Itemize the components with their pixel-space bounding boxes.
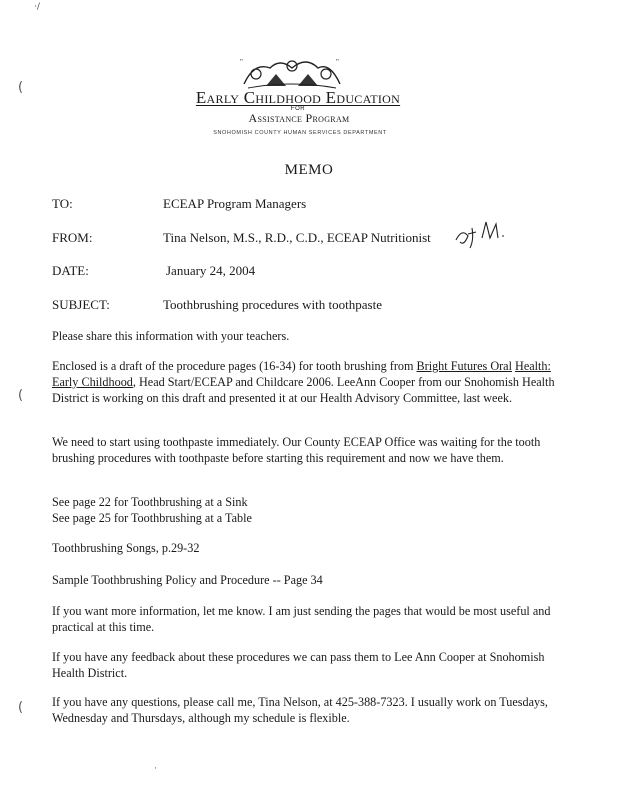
songs-ref: Toothbrushing Songs, p.29-32 (52, 541, 200, 555)
scan-mark: · (154, 764, 157, 774)
org-title: Early Childhood Education (195, 88, 401, 107)
svg-text:": " (240, 58, 243, 66)
scan-mark: ·/ (34, 2, 40, 12)
scan-mark: ( (18, 700, 24, 715)
bright-futures-title-cont: Health: Early Childhood (52, 359, 551, 389)
scan-mark: ( (18, 80, 24, 95)
org-department: SNOHOMISH COUNTY HUMAN SERVICES DEPARTMENT (213, 130, 387, 136)
date-value: January 24, 2004 (166, 263, 256, 278)
bright-futures-title: Bright Futures Oral (416, 359, 512, 373)
page-ref-sink: See page 22 for Toothbrushing at a Sink (52, 495, 248, 509)
to-value: ECEAP Program Managers (163, 196, 307, 211)
from-value: Tina Nelson, M.S., R.D., C.D., ECEAP Nutritionist (163, 230, 431, 245)
scan-mark: ( (18, 388, 24, 403)
paragraph-enclosed (52, 358, 572, 406)
memo-title: MEMO (284, 162, 334, 178)
paragraph-enclosed-text-b: , Head Start/ECEAP and Childcare 2006. LeeAnn Cooper from our Snohomish Health District is working on this draft and presented it at our Health Advisory Committee, last week. (52, 375, 555, 405)
page-ref-table: See page 25 for Toothbrushing at a Table (52, 511, 252, 525)
signature-initials-icon (452, 218, 512, 250)
subject-label: SUBJECT: (52, 297, 110, 312)
to-label: TO: (52, 196, 73, 211)
paragraph-more-info: If you want more information, let me know. I am just sending the pages that would be most useful and practical at this time. (52, 604, 551, 634)
paragraph-feedback: If you have any feedback about these procedures we can pass them to Lee Ann Cooper at Snohomish Health District. (52, 650, 545, 680)
org-subtitle: Assistance Program (248, 111, 350, 125)
org-for: FOR (290, 106, 306, 112)
policy-ref: Sample Toothbrushing Policy and Procedure -- Page 34 (52, 573, 323, 587)
svg-text:": " (336, 58, 339, 66)
from-label: FROM: (52, 230, 93, 245)
paragraph-share: Please share this information with your teachers. (52, 329, 290, 343)
paragraph-enclosed-text-a: Enclosed is a draft of the procedure pages (16-34) for tooth brushing from (52, 359, 417, 373)
subject-value: Toothbrushing procedures with toothpaste (163, 297, 382, 312)
paragraph-toothpaste: We need to start using toothpaste immediately. Our County ECEAP Office was waiting for the tooth brushing procedures with toothpaste before starting this requirement and now we have them. (52, 435, 541, 465)
paragraph-questions: If you have any questions, please call me, Tina Nelson, at 425-388-7323. I usually work on Tuesdays, Wednesday and Thursdays, although my schedule is flexible. (52, 695, 548, 725)
date-label: DATE: (52, 263, 89, 278)
